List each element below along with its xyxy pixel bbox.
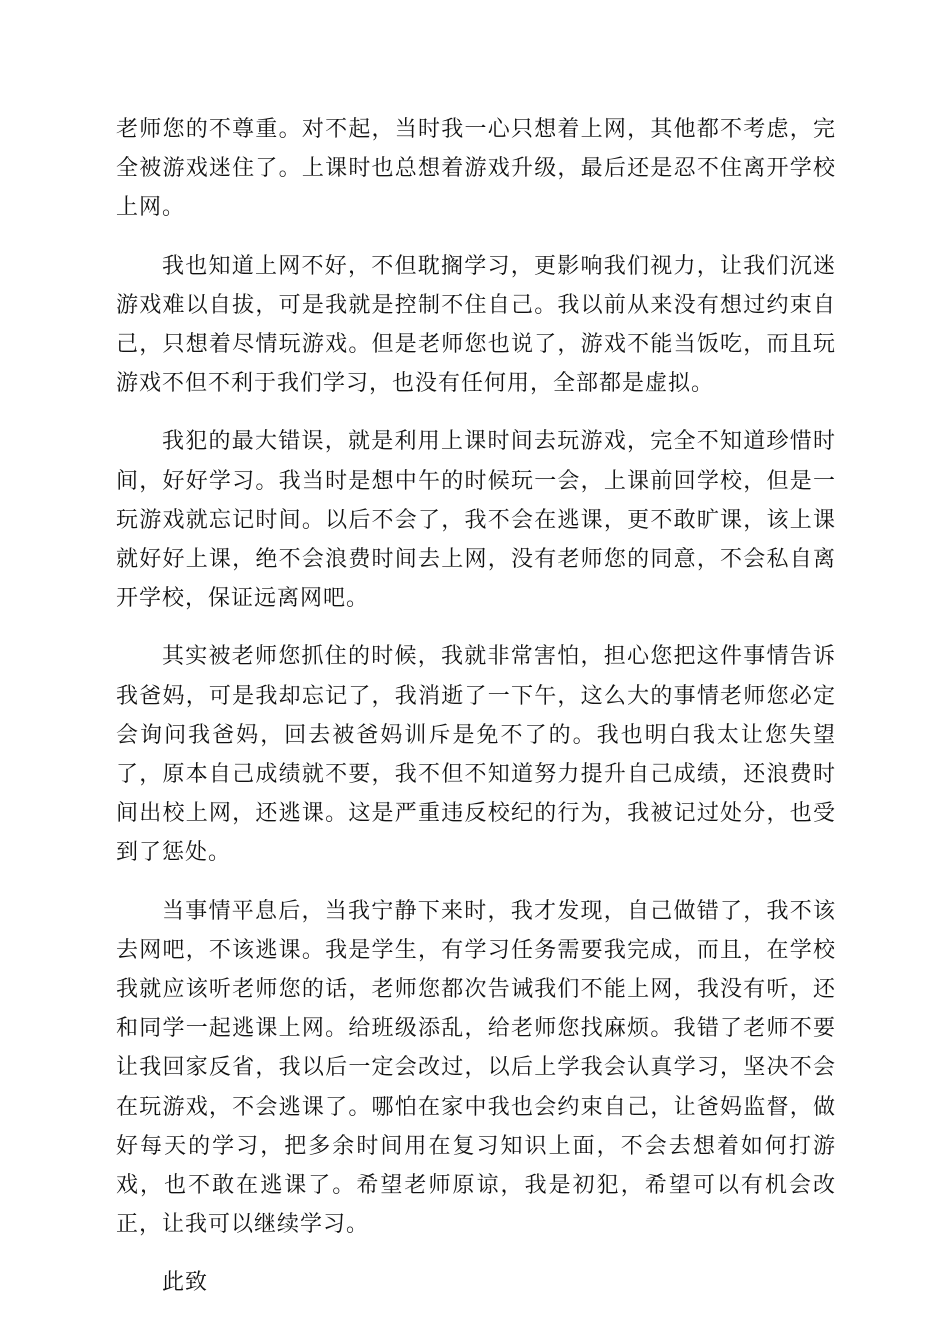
paragraph-2: 我也知道上网不好，不但耽搁学习，更影响我们视力，让我们沉迷游戏难以自拔，可是我就是控制不住自己。我以前从来没有想过约束自己，只想着尽情玩游戏。但是老师您也说了，游戏不能当饭吃，而且玩游戏不但不利于我们学习，也没有任何用，全部都是虚拟。 [116, 253, 836, 397]
paragraph-3: 我犯的最大错误，就是利用上课时间去玩游戏，完全不知道珍惜时间，好好学习。我当时是想中午的时候玩一会，上课前回学校，但是一玩游戏就忘记时间。以后不会了，我不会在逃课，更不敢旷课，该上课就好好上课，绝不会浪费时间去上网，没有老师您的同意，不会私自离开学校，保证远离网吧。 [116, 429, 836, 612]
document-body [116, 110, 836, 1303]
closing-salutation: 此致 [162, 1270, 209, 1296]
paragraph-4: 其实被老师您抓住的时候，我就非常害怕，担心您把这件事情告诉我爸妈，可是我却忘记了，我消逝了一下午，这么大的事情老师您必定会询问我爸妈，回去被爸妈训斥是免不了的。我也明白我太让您失望了，原本自己成绩就不要，我不但不知道努力提升自己成绩，还浪费时间出校上网，还逃课。这是严重违反校纪的行为，我被记过处分，也受到了惩处。 [116, 644, 836, 866]
paragraph-1: 老师您的不尊重。对不起，当时我一心只想着上网，其他都不考虑，完全被游戏迷住了。上课时也总想着游戏升级，最后还是忍不住离开学校上网。 [116, 117, 836, 221]
paragraph-5: 当事情平息后，当我宁静下来时，我才发现，自己做错了，我不该去网吧，不该逃课。我是学生，有学习任务需要我完成，而且，在学校我就应该听老师您的话，老师您都次告诫我们不能上网，我没有听，还和同学一起逃课上网。给班级添乱，给老师您找麻烦。我错了老师不要让我回家反省，我以后一定会改过，以后上学我会认真学习，坚决不会在玩游戏，不会逃课了。哪怕在家中我也会约束自己，让爸妈监督，做好每天的学习，把多余时间用在复习知识上面，不会去想着如何打游戏，也不敢在逃课了。希望老师原谅，我是初犯，希望可以有机会改正，让我可以继续学习。 [116, 898, 836, 1238]
